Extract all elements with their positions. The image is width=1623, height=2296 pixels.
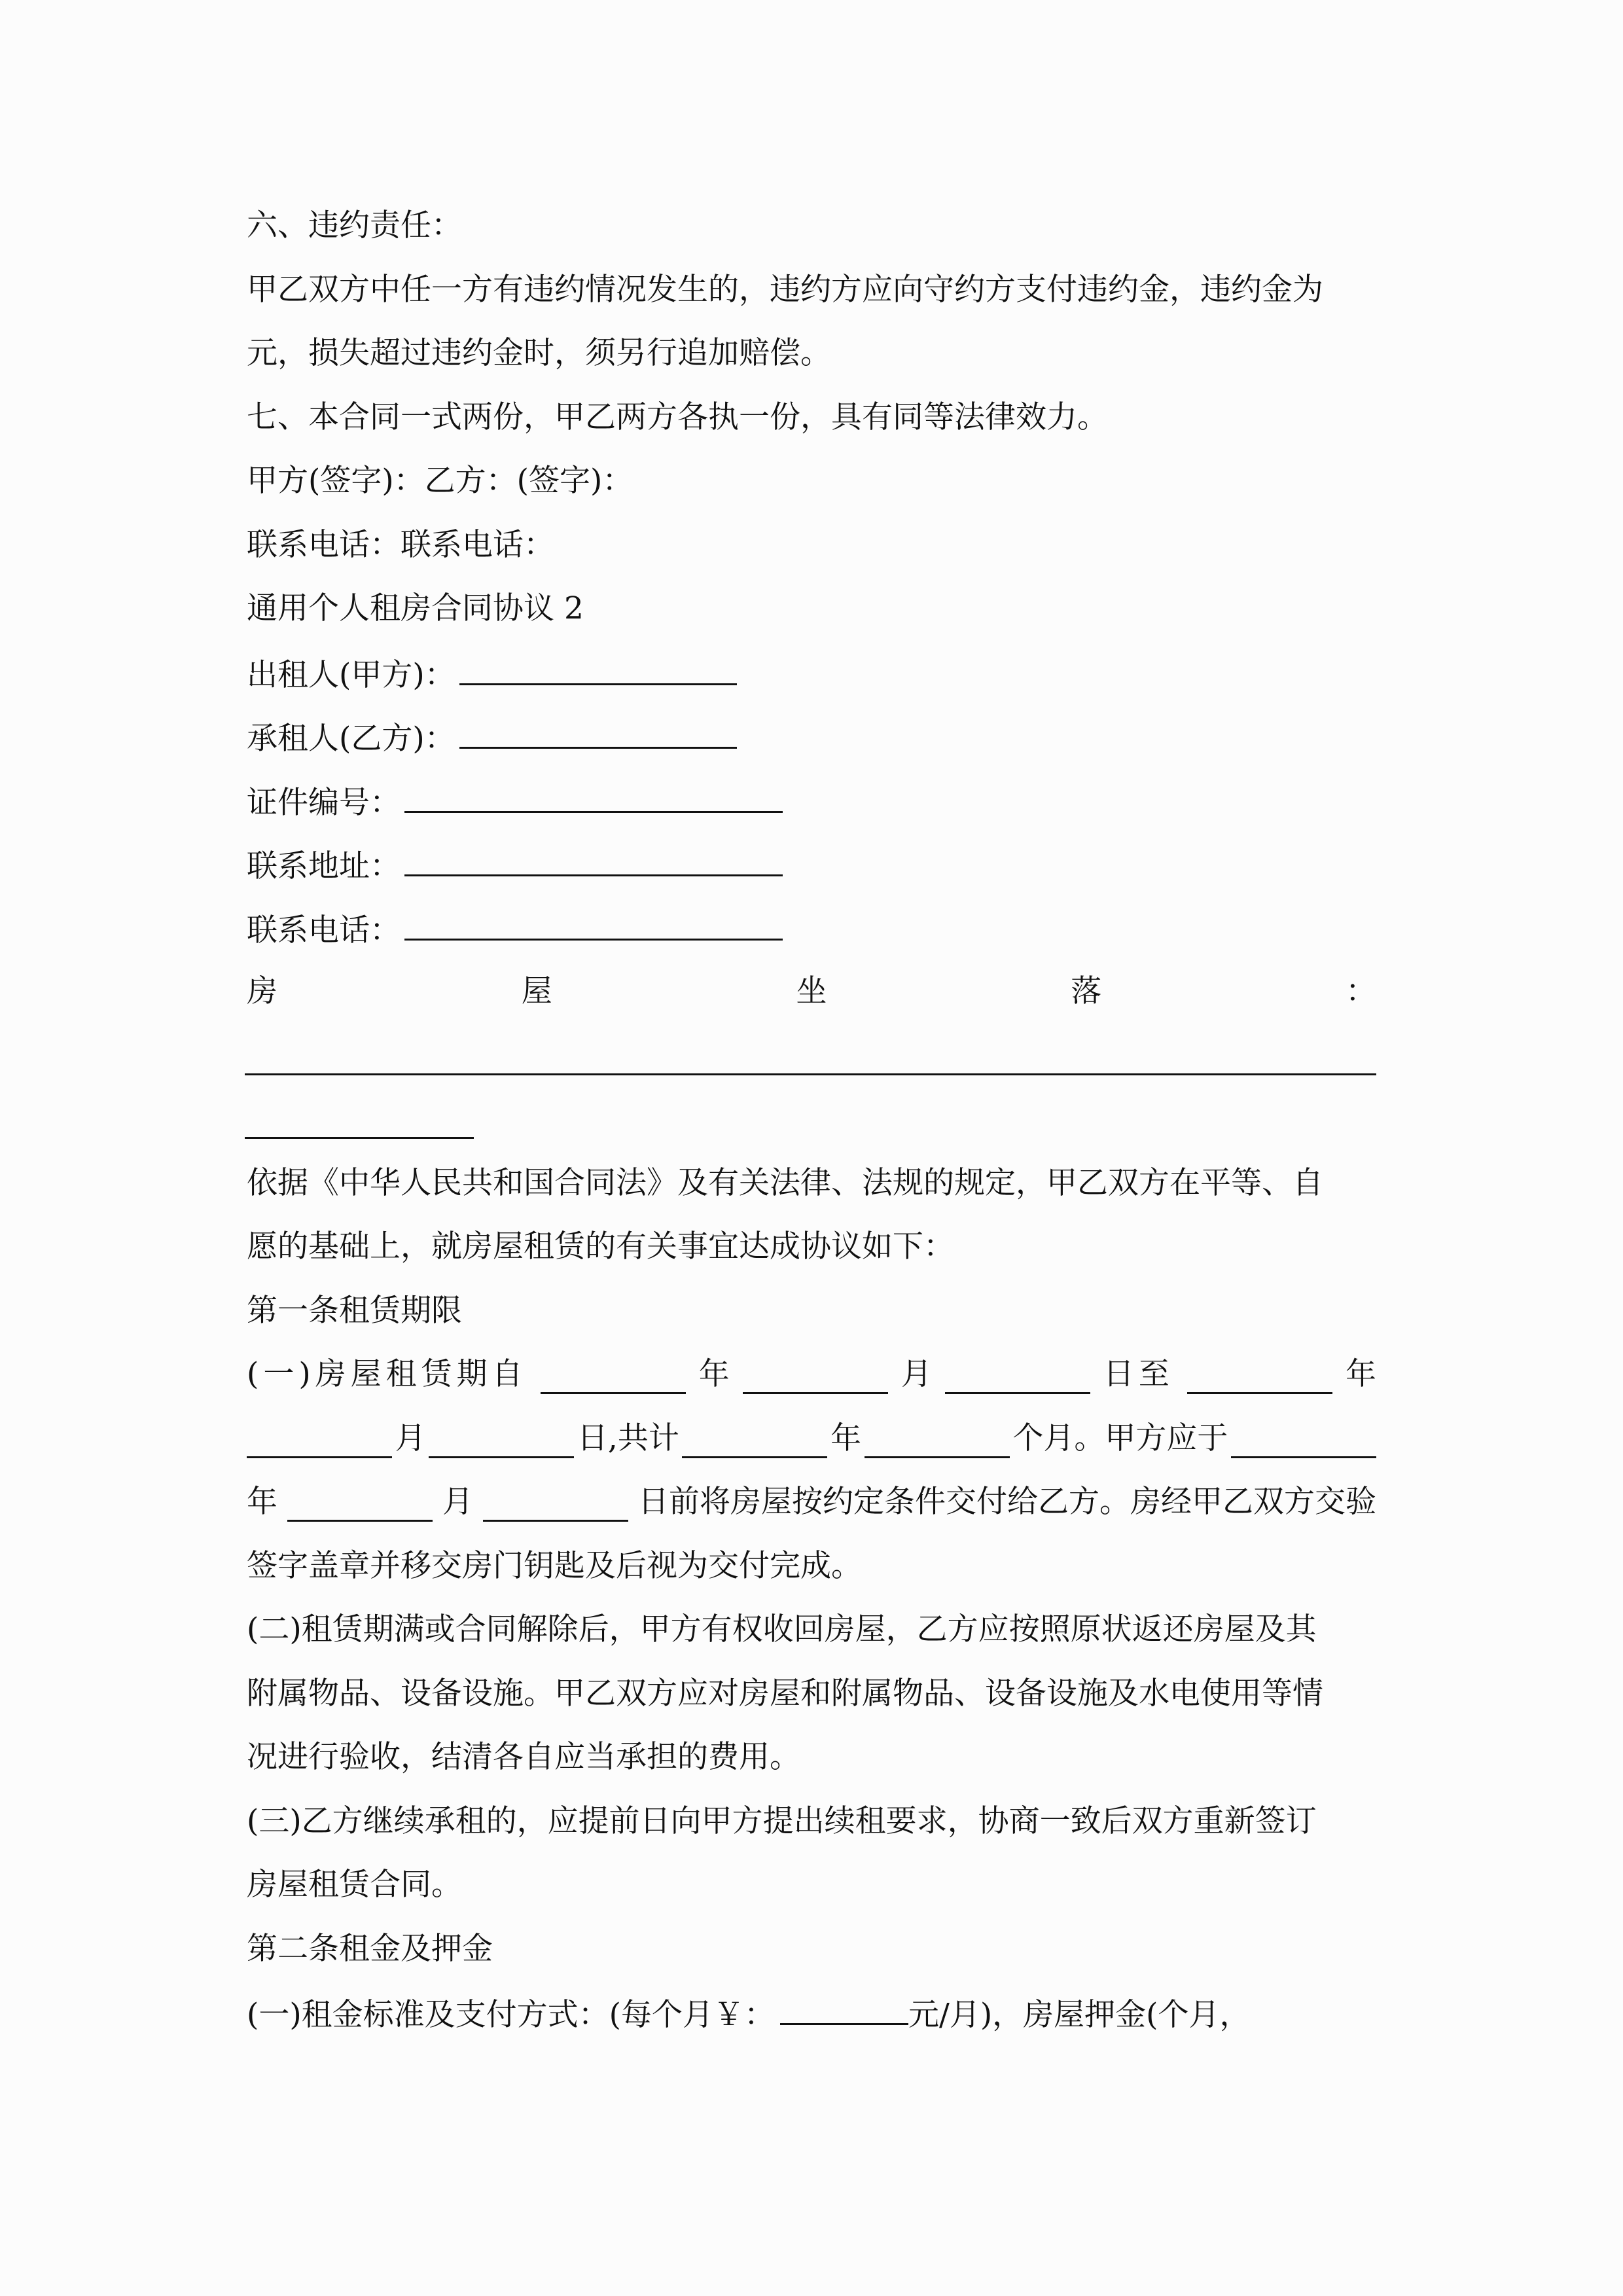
total-years-blank[interactable] xyxy=(682,1426,827,1458)
end-day-blank[interactable] xyxy=(429,1426,574,1458)
phone-field xyxy=(247,908,1376,948)
location-char: ： xyxy=(1346,973,1376,1009)
day-to-label: 日至 xyxy=(1103,1356,1174,1392)
monthly-rent-blank[interactable] xyxy=(780,1993,908,2025)
handover-day-blank[interactable] xyxy=(483,1490,628,1522)
start-month-blank[interactable] xyxy=(743,1362,888,1394)
article-2-title: 第二条租金及押金 xyxy=(247,1931,493,1967)
month-label: 月 xyxy=(901,1356,932,1392)
year-label: 年 xyxy=(1345,1356,1376,1392)
location-char: 落 xyxy=(1071,973,1102,1009)
phone-label: 联系电话： xyxy=(247,912,401,948)
section-6-heading: 六、违约责任： xyxy=(247,207,462,243)
handover-text: 日前将房屋按约定条件交付给乙方。房经甲乙双方交验 xyxy=(638,1484,1376,1520)
section-6-text-line-2: 元，损失超过违约金时，须另行追加赔偿。 xyxy=(247,335,831,371)
months-then-label: 个月。甲方应于 xyxy=(1012,1420,1228,1456)
section-6-text-line-1: 甲乙双方中任一方有违约情况发生的，违约方应向守约方支付违约金，违约金为 xyxy=(247,272,1323,308)
day-total-label: 日,共计 xyxy=(577,1420,679,1456)
lease-prefix: (一)房屋租赁期自 xyxy=(247,1356,527,1392)
lessee-blank[interactable] xyxy=(459,717,737,749)
address-label: 联系地址： xyxy=(247,848,401,884)
preamble-line-1: 依据《中华人民共和国合同法》及有关法律、法规的规定，甲乙双方在平等、自 xyxy=(247,1165,1323,1201)
year-label: 年 xyxy=(698,1356,730,1392)
rent-standard-line xyxy=(247,1993,1376,2032)
clause-2-line-1: (二)租赁期满或合同解除后，甲方有权收回房屋，乙方应按照原状返还房屋及其 xyxy=(247,1611,1317,1647)
lessor-field xyxy=(247,653,1376,692)
clause-2-line-2: 附属物品、设备设施。甲乙双方应对房屋和附属物品、设备设施及水电使用等情 xyxy=(247,1676,1323,1712)
lease-term-line-3 xyxy=(247,1482,1376,1522)
address-blank[interactable] xyxy=(404,844,783,876)
phone-blank[interactable] xyxy=(404,908,783,941)
lease-term-line-2 xyxy=(247,1419,1376,1458)
lease-term-line-1 xyxy=(247,1355,1376,1394)
month-label: 月 xyxy=(395,1420,426,1456)
rent-suffix: 元/月)，房屋押金(个月， xyxy=(908,1997,1251,2033)
end-year-blank[interactable] xyxy=(1187,1362,1332,1394)
clause-3-line-1: (三)乙方继续承租的，应提前日向甲方提出续租要求，协商一致后双方重新签订 xyxy=(247,1803,1317,1839)
signature-line: 甲方(签字)：乙方：(签字)： xyxy=(247,463,633,499)
agreement-2-title: 通用个人租房合同协议 2 xyxy=(247,590,584,626)
rent-prefix: (一)租金标准及支付方式：(每个月￥： xyxy=(247,1997,776,2033)
end-month-blank[interactable] xyxy=(247,1426,392,1458)
preamble-line-2: 愿的基础上，就房屋租赁的有关事宜达成协议如下： xyxy=(247,1229,954,1265)
id-number-field xyxy=(247,781,1376,820)
address-field xyxy=(247,844,1376,884)
location-char: 屋 xyxy=(521,973,552,1009)
lessor-blank[interactable] xyxy=(459,653,737,685)
id-number-label: 证件编号： xyxy=(247,785,401,821)
id-number-blank[interactable] xyxy=(404,781,783,813)
handover-year-blank[interactable] xyxy=(1231,1426,1376,1458)
house-location-blank-line-2[interactable] xyxy=(245,1137,474,1139)
lessee-field xyxy=(247,717,1376,756)
location-char: 房 xyxy=(247,973,277,1009)
location-char: 坐 xyxy=(796,973,827,1009)
clause-2-line-3: 况进行验收，结清各自应当承担的费用。 xyxy=(247,1739,800,1775)
house-location-label xyxy=(247,972,1376,1011)
year-label: 年 xyxy=(247,1484,277,1520)
clause-3-line-2: 房屋租赁合同。 xyxy=(247,1867,462,1903)
month-label: 月 xyxy=(442,1484,473,1520)
section-7-text: 七、本合同一式两份，甲乙两方各执一份，具有同等法律效力。 xyxy=(247,399,1108,435)
lessor-label: 出租人(甲方)： xyxy=(247,657,455,693)
lease-term-line-4: 签字盖章并移交房门钥匙及后视为交付完成。 xyxy=(247,1548,862,1584)
start-year-blank[interactable] xyxy=(541,1362,686,1394)
house-location-blank-line-1[interactable] xyxy=(245,1073,1376,1075)
years-label: 年 xyxy=(830,1420,862,1456)
start-day-blank[interactable] xyxy=(945,1362,1090,1394)
total-months-blank[interactable] xyxy=(865,1426,1010,1458)
contact-phone-pair: 联系电话：联系电话： xyxy=(247,527,554,563)
handover-month-blank[interactable] xyxy=(287,1490,433,1522)
article-1-title: 第一条租赁期限 xyxy=(247,1293,462,1329)
lessee-label: 承租人(乙方)： xyxy=(247,721,455,757)
